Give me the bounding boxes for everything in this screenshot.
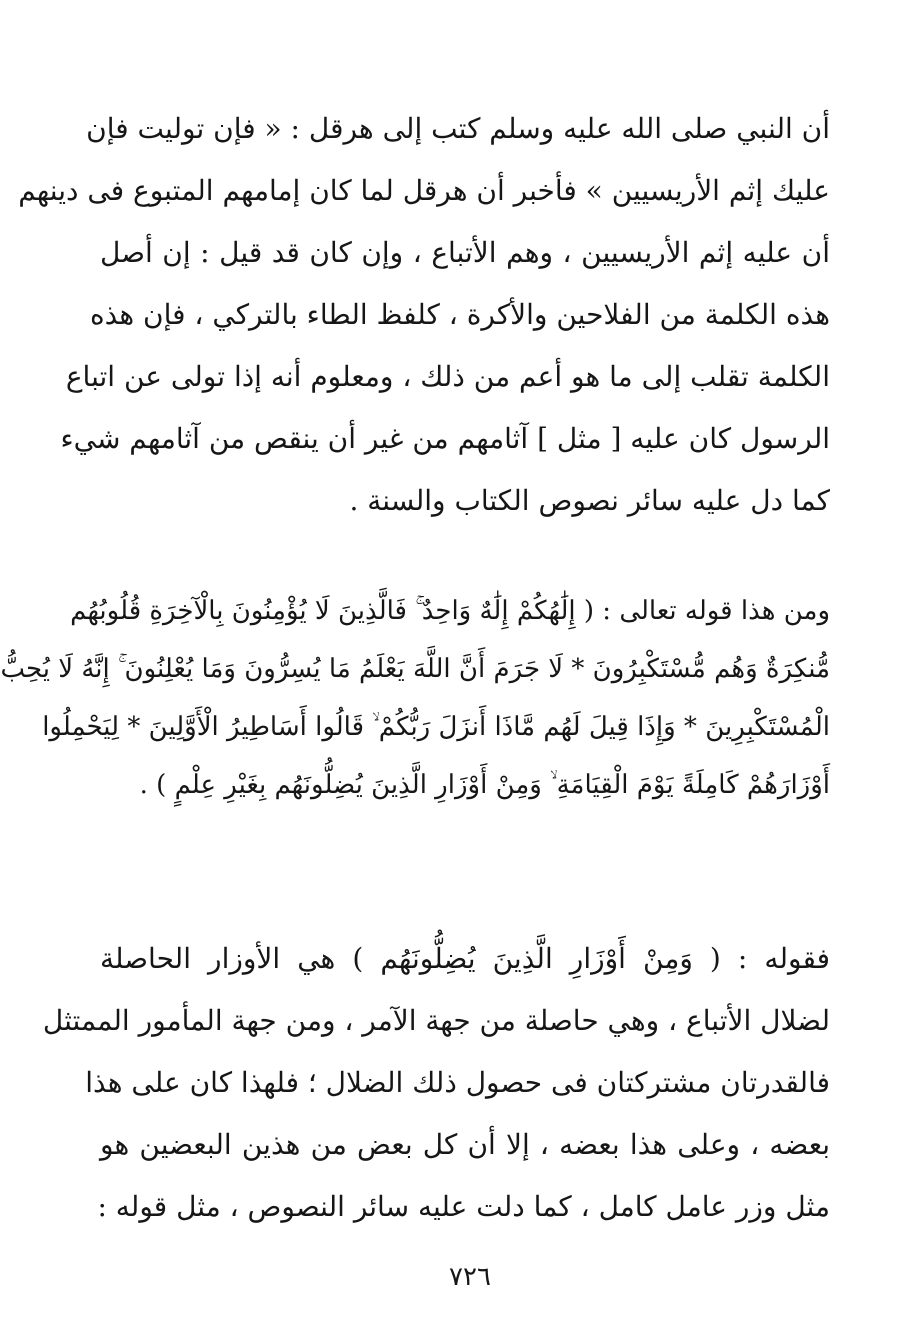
text-line: كما دل عليه سائر نصوص الكتاب والسنة . [349, 484, 830, 517]
verse-line: الْمُسْتَكْبِرِينَ * وَإِذَا قِيلَ لَهُم مَّاذَا أَنزَلَ رَبُّكُمْ ۙ قَالُوا أَسَاطِيرُ الْأَوَّلِينَ * لِيَحْمِلُوا [42, 712, 830, 742]
verse-line: أَوْزَارَهُمْ كَامِلَةً يَوْمَ الْقِيَامَةِ ۙ وَمِنْ أَوْزَارِ الَّذِينَ يُضِلُّونَهُم بِغَيْرِ عِلْمٍ ) . [139, 770, 830, 800]
text-line: الرسول كان عليه [ مثل ] آثامهم من غير أن ينقص من آثامهم شيء [60, 422, 830, 455]
paragraph-commentary [42, 928, 830, 1238]
paragraph-quran-verse [0, 582, 830, 814]
text-line: بعضه ، وعلى هذا بعضه ، إلا أن كل بعض من هذين البعضين هو [100, 1128, 830, 1161]
text-line: لضلال الأتباع ، وهي حاصلة من جهة الآمر ، ومن جهة المأمور الممتثل [42, 1004, 830, 1037]
page-number: ٧٢٦ [449, 1262, 491, 1292]
text-line: عليك إثم الأريسيين » فأخبر أن هرقل لما كان إمامهم المتبوع فى دينهم [18, 174, 830, 207]
verse-line: مُّنكِرَةٌ وَهُم مُّسْتَكْبِرُونَ * لَا جَرَمَ أَنَّ اللَّهَ يَعْلَمُ مَا يُسِرُّونَ وَمَا يُعْلِنُونَ ۚ إِنَّهُ لَا يُحِبُّ [0, 654, 830, 684]
text-line: فقوله : ( وَمِنْ أَوْزَارِ الَّذِينَ يُضِلُّونَهُم ) هي الأوزار الحاصلة [100, 942, 830, 975]
paragraph-heraclius [18, 98, 830, 532]
verse-line: ومن هذا قوله تعالى : ( إِلَٰهُكُمْ إِلَٰهٌ وَاحِدٌ ۚ فَالَّذِينَ لَا يُؤْمِنُونَ بِالْآخِرَةِ قُلُوبُهُم [70, 596, 830, 626]
text-line: الكلمة تقلب إلى ما هو أعم من ذلك ، ومعلوم أنه إذا تولى عن اتباع [65, 360, 830, 393]
text-line: هذه الكلمة من الفلاحين والأكرة ، كلفظ الطاء بالتركي ، فإن هذه [90, 298, 830, 331]
text-line: أن النبي صلى الله عليه وسلم كتب إلى هرقل : « فإن توليت فإن [86, 112, 830, 145]
text-line: فالقدرتان مشتركتان فى حصول ذلك الضلال ؛ فلهذا كان على هذا [85, 1066, 830, 1099]
text-line: مثل وزر عامل كامل ، كما دلت عليه سائر النصوص ، مثل قوله : [97, 1190, 830, 1223]
text-line: أن عليه إثم الأريسيين ، وهم الأتباع ، وإن كان قد قيل : إن أصل [100, 236, 830, 269]
